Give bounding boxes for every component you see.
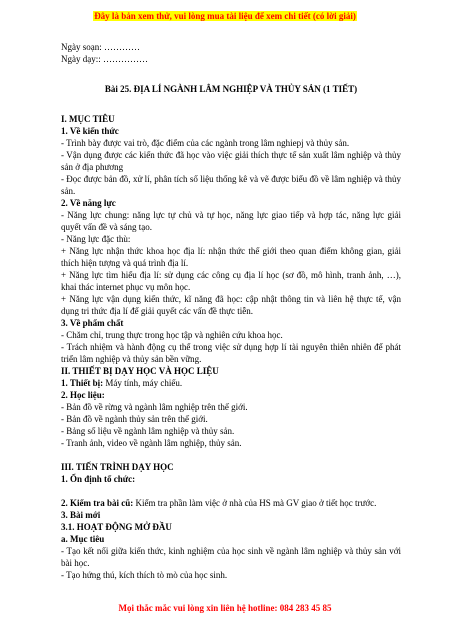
equipment-text: Máy tính, máy chiếu. [103,378,183,388]
subsection-qualities: 3. Về phẩm chất [61,318,124,328]
equipment-label: 1. Thiết bị: [61,378,104,388]
review-label: 2. Kiểm tra bài cũ: [61,498,134,508]
competence-item: + Năng lực tìm hiểu địa lí: sử dụng các công cụ địa lí học (sơ đồ, mô hình, tranh ảnh, …), khai thác internet phục vụ môn học. [61,270,401,292]
knowledge-item: - Đọc được bản đồ, xử lí, phân tích số liệu thống kê và vẽ được biểu đồ về lâm nghiệp và thủy sản. [61,174,401,196]
subsection-opening-activity: 3.1. HOẠT ĐỘNG MỞ ĐẦU [61,522,172,532]
date-prep: Ngày soạn: ………… [61,42,140,52]
subsection-knowledge: 1. Về kiến thức [61,126,119,136]
knowledge-item: - Vận dụng được các kiến thức đã học vào việc giải thích thực tế sản xuất lâm nghiệp và thủy sản ở địa phương [61,150,401,172]
hotline-banner: Mọi thắc mắc vui lòng xin liên hệ hotline: 084 283 45 85 [118,603,332,613]
section-equipment: II. THIẾT BỊ DẠY HỌC VÀ HỌC LIỆU [61,366,219,376]
quality-item: - Chăm chỉ, trung thực trong học tập và nghiên cứu khoa học. [61,330,283,340]
subsection-materials: 2. Học liệu: [61,390,105,400]
review-line [61,497,401,509]
material-item: - Bản đồ về ngành thủy sản trên thế giới. [61,414,208,424]
knowledge-item: - Trình bày được vai trò, đặc điểm của các ngành trong lâm nghiepj và thủy sản. [61,138,350,148]
competence-item: - Năng lực đặc thù: [61,234,131,244]
competence-item: + Năng lực nhận thức khoa học địa lí: nhận thức thế giới theo quan điểm không gian, giải thích hiện tượng và quá trình địa lí. [61,246,401,268]
section-objectives: I. MỤC TIÊU [61,114,115,124]
subsection-new-lesson: 3. Bài mới [61,510,101,520]
competence-item: + Năng lực vận dụng kiến thức, kĩ năng đã học: cập nhật thông tin và liên hệ thực tế, vận dụng tri thức địa lí để giải quyết các vấn đề thực tiễn. [61,294,401,316]
date-teach: Ngày dạy:: …………… [61,54,148,64]
equipment-line [61,377,401,389]
material-item: - Tranh ảnh, video về ngành lâm nghiệp, thủy sản. [61,438,242,448]
section-process: III. TIẾN TRÌNH DẠY HỌC [61,462,174,472]
material-item: - Bản đồ về rừng và ngành lâm nghiệp trên thế giới. [61,402,248,412]
subsection-goal: a. Mục tiêu [61,534,105,544]
quality-item: - Trách nhiệm và hành động cụ thể trong việc sử dụng hợp lí tài nguyên thiên nhiên để phát triển lâm nghiệp và thủy sản bền vững. [61,342,401,364]
goal-item: - Tạo kết nối giữa kiến thức, kinh nghiệm của học sinh về ngành lâm nghiệp và thủy sản với bài học. [61,546,401,568]
competence-item: - Năng lực chung: năng lực tự chủ và tự học, năng lực giao tiếp và hợp tác, năng lực giải quyết vấn đề và sáng tạo. [61,210,401,232]
preview-banner-text: Đây là bản xem thử, vui lòng mua tài liệu để xem chi tiết (có lời giải) [94,11,356,21]
lesson-title: Bài 25. ĐỊA LÍ NGÀNH LÂM NGHIỆP VÀ THỦY SẢN (1 TIẾT) [104,84,358,94]
subsection-competence: 2. Về năng lực [61,198,116,208]
material-item: - Bảng số liệu về ngành lâm nghiệp và thủy sản. [61,426,235,436]
preview-banner [0,11,450,21]
document-body [61,41,401,581]
review-text: Kiểm tra phần làm việc ở nhà của HS mà GV giao ở tiết học trước. [133,498,377,508]
goal-item: - Tạo hứng thú, kích thích tò mò của học sinh. [61,570,228,580]
subsection-organization: 1. Ổn định tổ chức: [61,474,136,484]
